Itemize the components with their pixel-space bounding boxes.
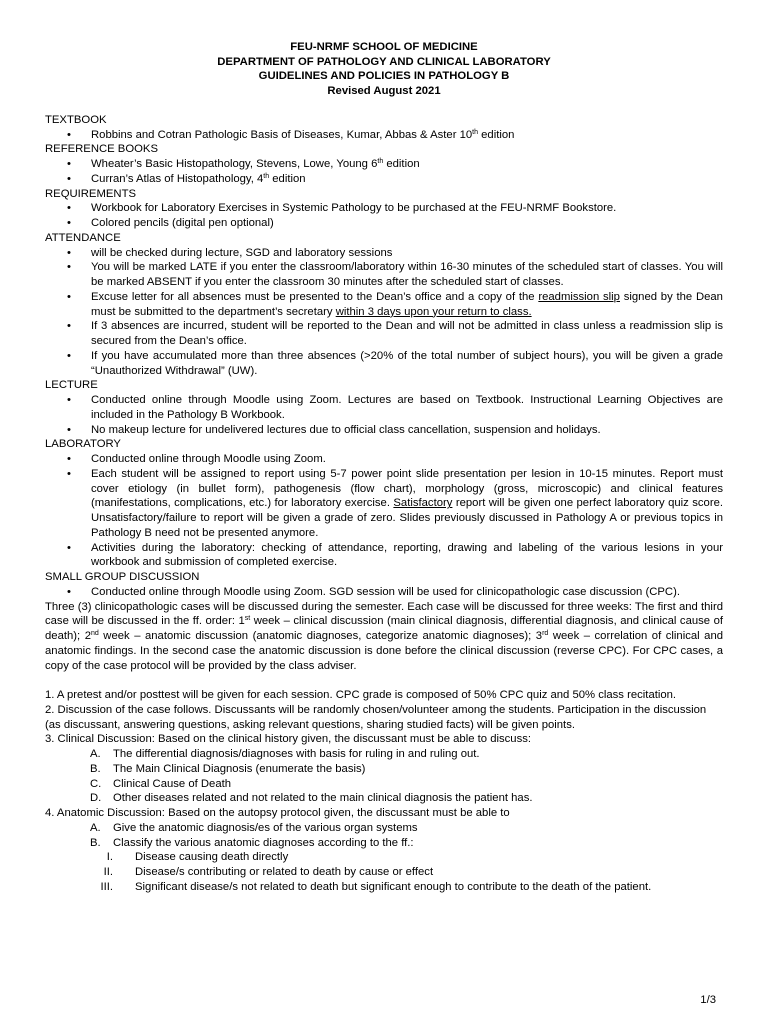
sgd-list — [45, 585, 723, 600]
list-item: • Excuse letter for all absences must be presented to the Dean’s office and a copy of the readmission slip signed by the Dean must be submitted to the department’s secretary within 3 days upon your return to class. — [45, 290, 723, 320]
list-item: C. Clinical Cause of Death — [90, 777, 232, 790]
list-item: • Conducted online through Moodle using Zoom. SGD session will be used for clinicopathologic case discussion (CPC). — [45, 585, 723, 600]
section-heading-attendance: ATTENDANCE — [45, 231, 121, 244]
numbered-item-2: 2. Discussion of the case follows. Discussants will be randomly chosen/volunteer among the students. Participation in the discussion (as discussant, answering questions, asking relevant questions, sharing studied facts) will be given points. — [45, 703, 707, 731]
numbered-item-4: 4. Anatomic Discussion: Based on the autopsy protocol given, the discussant must be able to — [45, 807, 510, 820]
numbered-item-3: 3. Clinical Discussion: Based on the clinical history given, the discussant must be able to discuss: — [45, 733, 532, 746]
textbook-list — [45, 128, 723, 143]
list-item: • No makeup lecture for undelivered lectures due to official class cancellation, suspension and holidays. — [45, 423, 723, 438]
underlined-deadline: within 3 days upon your return to class. — [335, 305, 532, 318]
list-item: III. Significant disease/s not related to death but significant enough to contribute to the death of the patient. — [100, 880, 652, 893]
list-item: B. Classify the various anatomic diagnoses according to the ff.: — [90, 836, 414, 849]
section-heading-sgd: SMALL GROUP DISCUSSION — [45, 571, 200, 584]
section-heading-lecture: LECTURE — [45, 379, 98, 392]
lecture-list — [45, 393, 723, 437]
list-item: • If you have accumulated more than three absences (>20% of the total number of subject hours), you will be given a grade “Unauthorized Withdrawal” (UW). — [45, 349, 723, 379]
list-item: • Colored pencils (digital pen optional) — [45, 216, 723, 231]
clinical-discussion-list — [45, 747, 723, 806]
list-item: • Wheater’s Basic Histopathology, Stevens, Lowe, Young 6th edition — [45, 157, 723, 172]
document-title: GUIDELINES AND POLICIES IN PATHOLOGY B — [258, 70, 510, 83]
underlined-readmission-slip: readmission slip — [538, 290, 620, 303]
attendance-list — [45, 246, 723, 379]
page-number: 1/3 — [700, 994, 716, 1006]
list-item: • You will be marked LATE if you enter the classroom/laboratory within 16-30 minutes of the scheduled start of classes. You will be marked ABSENT if you enter the classroom 30 minutes after the scheduled start of classes. — [45, 260, 723, 290]
list-item: • Conducted online through Moodle using Zoom. Lectures are based on Textbook. Instructional Learning Objectives are included in the Pathology B Workbook. — [45, 393, 723, 423]
list-item: A. Give the anatomic diagnosis/es of the various organ systems — [90, 821, 418, 834]
list-item: • If 3 absences are incurred, student will be reported to the Dean and will not be admitted in class unless a readmission slip is secured from the Dean’s office. — [45, 319, 723, 349]
list-item: • Activities during the laboratory: checking of attendance, reporting, drawing and labeling of the various lesions in your workbook and submission of completed exercise. — [45, 541, 723, 571]
department-name: DEPARTMENT OF PATHOLOGY AND CLINICAL LABORATORY — [217, 55, 551, 68]
list-item: B. The Main Clinical Diagnosis (enumerate the basis) — [90, 762, 366, 775]
laboratory-list — [45, 452, 723, 570]
section-heading-laboratory: LABORATORY — [45, 438, 121, 451]
section-heading-requirements: REQUIREMENTS — [45, 187, 137, 200]
school-name: FEU-NRMF SCHOOL OF MEDICINE — [290, 41, 478, 53]
list-item: • Each student will be assigned to report using 5-7 power point slide presentation per lesion in 10-15 minutes. Report must cover etiology (in bullet form), pathogenesis (flow chart), morphology (gross, microscopic) and clinical features (manifestations, complications, etc.) for laboratory exercise. Satisfactory report will be given one perfect laboratory quiz score. Unsatisfactory/failure to report will be given a grade of zero. Slides previously discussed in Pathology A or previous topics in Pathology B need not be presented anymore. — [45, 467, 723, 541]
numbered-item-1: 1. A pretest and/or posttest will be given for each session. CPC grade is composed of 50% CPC quiz and 50% class recitation. — [45, 689, 677, 702]
cpc-paragraph: Three (3) clinicopathologic cases will be discussed during the semester. Each case will be discussed for three weeks: The first and third case will be discussed in the ff. order: 1st week – clinical discussion (main clinical diagnosis, differential diagnosis, and clinical cause of death); 2nd week – anatomic discussion (anatomic diagnoses, categorize anatomic diagnoses); 3rd week – correlation of clinical and anatomic findings. In the second case the anatomic discussion is done before the clinical discussion (reverse CPC). For CPC cases, a copy of the case protocol will be provided by the class adviser. — [45, 600, 724, 672]
reference-list — [45, 157, 723, 187]
list-item: • will be checked during lecture, SGD and laboratory sessions — [45, 246, 723, 261]
list-item: • Robbins and Cotran Pathologic Basis of Diseases, Kumar, Abbas & Aster 10th edition — [45, 128, 723, 143]
anatomic-discussion-list — [45, 821, 723, 851]
list-item: II. Disease/s contributing or related to death by cause or effect — [103, 866, 434, 879]
list-item: A. The differential diagnosis/diagnoses with basis for ruling in and ruling out. — [90, 748, 480, 761]
requirements-list — [45, 201, 723, 231]
list-item: D. Other diseases related and not related to the main clinical diagnosis the patient has. — [90, 792, 533, 805]
list-item: I. Disease causing death directly — [106, 851, 289, 864]
list-item: • Conducted online through Moodle using Zoom. — [45, 452, 723, 467]
section-heading-reference-books: REFERENCE BOOKS — [45, 143, 158, 156]
list-item: • Curran’s Atlas of Histopathology, 4th edition — [45, 172, 723, 187]
revision-date: Revised August 2021 — [327, 84, 441, 97]
section-heading-textbook: TEXTBOOK — [45, 113, 107, 126]
list-item: • Workbook for Laboratory Exercises in Systemic Pathology to be purchased at the FEU-NRMF Bookstore. — [45, 201, 723, 216]
document-page — [45, 40, 723, 895]
classification-list — [45, 850, 723, 894]
underlined-satisfactory: Satisfactory — [393, 497, 453, 510]
document-header — [45, 40, 723, 98]
